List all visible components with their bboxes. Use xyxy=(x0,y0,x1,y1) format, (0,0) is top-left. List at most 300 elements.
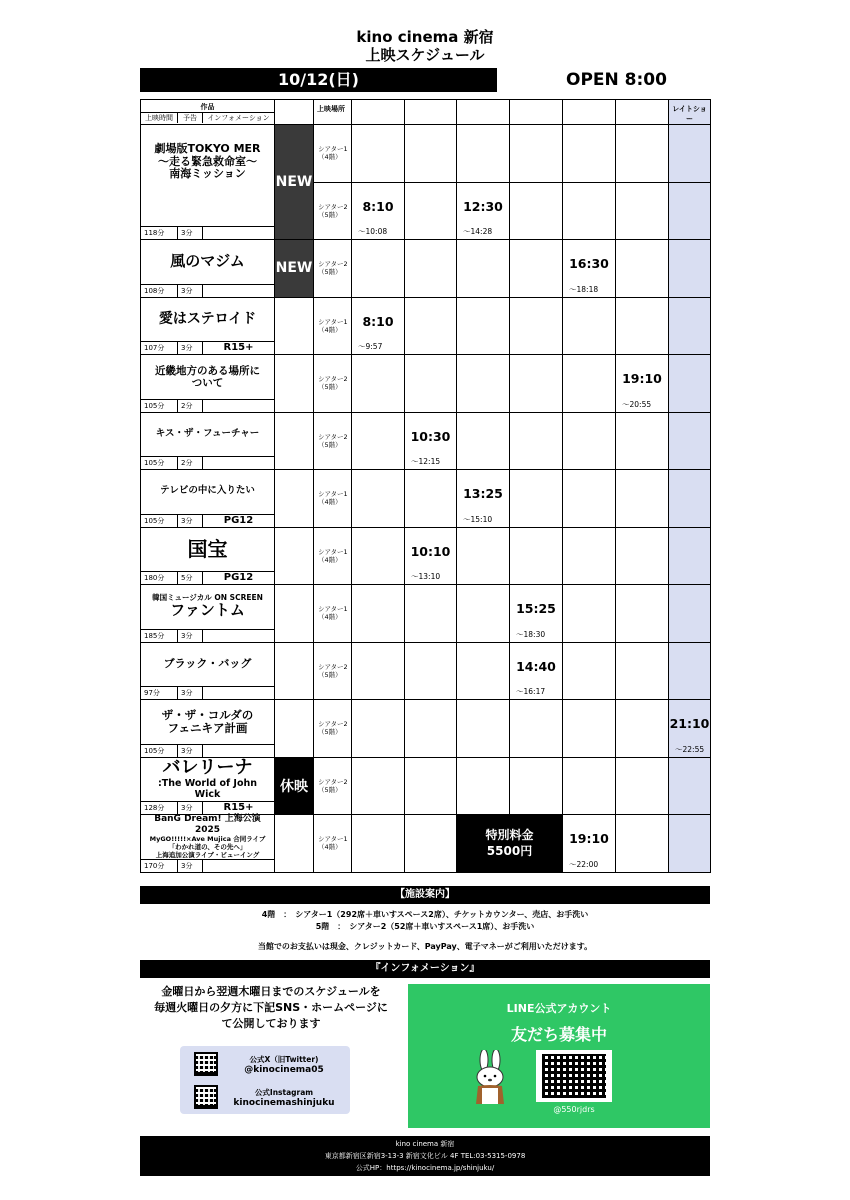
line-account-box xyxy=(408,984,710,1128)
showtime[interactable] xyxy=(405,528,456,585)
end-time: ～12:15 xyxy=(411,457,441,466)
film-row xyxy=(141,297,711,355)
showtime-cell xyxy=(510,297,563,355)
showtime-cell xyxy=(563,355,616,413)
showtime-cell xyxy=(405,642,457,700)
showtime-cell xyxy=(510,125,563,183)
start-time[interactable]: 21:10 xyxy=(669,716,710,731)
showtime-cell xyxy=(510,470,563,528)
start-time[interactable]: 8:10 xyxy=(362,313,394,329)
trailer-length: 3分 xyxy=(178,630,203,642)
rabbit-mascot-icon xyxy=(468,1050,514,1106)
showtime[interactable] xyxy=(405,413,456,470)
footer-address: 東京都新宿区新宿3-13-3 新宿文化ビル 4F TEL:03-5315-0978 xyxy=(324,1152,526,1160)
rating xyxy=(203,400,274,412)
trailer-header: 予告 xyxy=(178,113,203,123)
runtime: 118分 xyxy=(141,227,178,239)
runtime: 128分 xyxy=(141,802,178,814)
film-title xyxy=(141,758,274,802)
film-info xyxy=(141,240,275,298)
film-title-line: MyGO!!!!!×Ave Mujica 合同ライブ xyxy=(149,835,266,844)
runtime: 105分 xyxy=(141,515,178,527)
status-badge: 休映 xyxy=(275,757,314,815)
showtime-cell xyxy=(616,182,669,240)
announcement: 金曜日から翌週木曜日までのスケジュールを 毎週火曜日の夕方に下記SNS・ホームページに て公開しております xyxy=(154,985,388,1030)
venue-header: 上映場所 xyxy=(314,100,352,125)
badge-cell xyxy=(275,297,314,355)
film-title xyxy=(141,413,274,457)
film-info xyxy=(141,355,275,413)
start-time[interactable]: 19:10 xyxy=(622,371,662,386)
film-info xyxy=(141,125,275,240)
showtime-cell xyxy=(457,297,510,355)
showtime[interactable] xyxy=(669,700,710,757)
film-info xyxy=(141,470,275,528)
venue-title: kino cinema 新宿 xyxy=(356,28,494,46)
showtime-cell xyxy=(563,125,616,183)
x-label: 公式X（旧Twitter) xyxy=(249,1055,319,1064)
showtime-cell xyxy=(616,642,669,700)
film-title-text: 愛はステロイド xyxy=(158,311,257,328)
showtime-cell[interactable] xyxy=(510,642,563,700)
film-row xyxy=(141,240,711,298)
showtime-cell[interactable] xyxy=(563,815,616,873)
x-qr-code[interactable] xyxy=(194,1052,218,1076)
showtime[interactable] xyxy=(510,643,562,700)
showtime-cell xyxy=(669,125,711,183)
showtime[interactable] xyxy=(352,298,404,355)
showtime-cell xyxy=(352,642,405,700)
film-row xyxy=(141,700,711,758)
status-badge: NEW xyxy=(275,125,314,240)
showtime-cell xyxy=(616,297,669,355)
film-info xyxy=(141,700,275,758)
showtime-cell xyxy=(616,757,669,815)
film-meta xyxy=(141,686,274,699)
film-info-box xyxy=(141,758,274,815)
film-meta xyxy=(141,514,274,527)
showtime-cell xyxy=(352,700,405,758)
film-info-box xyxy=(141,240,274,297)
showtime[interactable] xyxy=(563,240,615,297)
showtime-cell xyxy=(563,757,616,815)
showtime-cell xyxy=(510,527,563,585)
x-handle[interactable]: @kinocinema05 xyxy=(244,1065,324,1075)
film-title xyxy=(141,240,274,284)
film-title-line: 「わかれ道の、その先へ」 xyxy=(168,843,247,852)
film-title-text: テレビの中に入りたい xyxy=(160,485,255,497)
rating: R15+ xyxy=(223,802,254,813)
showtime[interactable] xyxy=(352,183,404,240)
sns-box xyxy=(180,1046,350,1114)
rating: R15+ xyxy=(223,342,254,353)
showtime[interactable] xyxy=(510,585,562,642)
showtime[interactable] xyxy=(616,355,668,412)
trailer-length: 5分 xyxy=(178,572,203,584)
film-pretitle: 韓国ミュージカル ON SCREEN xyxy=(152,592,263,602)
showtime-cell xyxy=(563,585,616,643)
film-title xyxy=(141,470,274,514)
film-meta xyxy=(141,399,274,412)
showtime-cell xyxy=(563,527,616,585)
rating xyxy=(203,227,274,239)
slot-header xyxy=(352,100,405,125)
film-title-line: 上海追加公演ライブ・ビューイング xyxy=(155,851,260,860)
showtime-cell xyxy=(405,815,457,873)
showtime-cell xyxy=(457,757,510,815)
showtime-cell xyxy=(457,355,510,413)
showtime-cell xyxy=(457,412,510,470)
showtime-cell xyxy=(510,757,563,815)
badge-cell xyxy=(275,355,314,413)
showtime-cell[interactable] xyxy=(563,240,616,298)
start-time[interactable]: 10:10 xyxy=(410,543,451,559)
start-time[interactable]: 10:30 xyxy=(410,428,451,444)
rating xyxy=(203,745,274,757)
end-time: ～15:10 xyxy=(463,514,493,524)
showtime-cell xyxy=(669,182,711,240)
showtime-cell xyxy=(457,700,510,758)
line-cta: 友だち募集中 xyxy=(510,1025,607,1044)
slot-header xyxy=(563,100,616,125)
rating xyxy=(203,285,274,297)
trailer-length: 3分 xyxy=(178,227,203,239)
theater-label: シアター1 （4階） xyxy=(314,527,352,585)
late-show-header: レイトショー xyxy=(669,100,711,125)
badge-cell xyxy=(275,585,314,643)
showtime-cell xyxy=(405,470,457,528)
theater-label: シアター2 （5階） xyxy=(314,182,352,240)
film-info-box xyxy=(141,700,274,757)
showtime-cell xyxy=(669,527,711,585)
showtime-cell xyxy=(405,240,457,298)
showtime-cell[interactable] xyxy=(352,182,405,240)
showtime-cell[interactable] xyxy=(457,182,510,240)
film-meta xyxy=(141,456,274,469)
film-info xyxy=(141,412,275,470)
showtime-cell xyxy=(510,240,563,298)
line-title: LINE公式アカウント xyxy=(506,1002,612,1015)
film-info-box xyxy=(141,815,274,872)
end-time: ～22:55 xyxy=(675,744,705,754)
instagram-handle[interactable]: kinocinemashinjuku xyxy=(233,1098,335,1108)
showtime[interactable] xyxy=(457,183,509,240)
showtime-cell xyxy=(457,240,510,298)
showtime-cell xyxy=(405,355,457,413)
film-info xyxy=(141,585,275,643)
film-subtitle: :The World of John Wick xyxy=(157,777,258,800)
facility-line-5f: 5階 ： シアター2（52席＋車いすスペース1席）、お手洗い xyxy=(315,922,535,931)
showtime-cell xyxy=(510,182,563,240)
showtime-cell xyxy=(669,355,711,413)
showtime-cell xyxy=(457,585,510,643)
line-id[interactable]: @550rjdrs xyxy=(553,1105,595,1114)
showtime-cell xyxy=(563,470,616,528)
rating: PG12 xyxy=(223,514,254,526)
instagram-label: 公式Instagram xyxy=(254,1088,314,1097)
film-meta xyxy=(141,284,274,297)
open-time: OPEN 8:00 xyxy=(566,70,667,90)
trailer-length: 3分 xyxy=(178,285,203,297)
showtime-cell xyxy=(616,815,669,873)
showtime-cell xyxy=(405,125,457,183)
start-time[interactable]: 12:30 xyxy=(463,198,503,214)
theater-label: シアター2 （5階） xyxy=(314,355,352,413)
showtime-cell xyxy=(563,642,616,700)
showtime-cell xyxy=(563,182,616,240)
end-time: ～18:18 xyxy=(569,284,599,294)
slot-header xyxy=(405,100,457,125)
badge-cell xyxy=(275,642,314,700)
showtime-cell xyxy=(405,757,457,815)
showtime-cell xyxy=(563,297,616,355)
trailer-length: 3分 xyxy=(178,860,203,872)
film-title-text: バレリーナ xyxy=(162,756,253,778)
trailer-length: 3分 xyxy=(178,342,203,354)
runtime: 105分 xyxy=(141,457,178,469)
film-info-box xyxy=(141,125,274,239)
trailer-length: 3分 xyxy=(178,687,203,699)
theater-label: シアター1 （4階） xyxy=(314,815,352,873)
status-badge: NEW xyxy=(275,240,314,298)
runtime: 108分 xyxy=(141,285,178,297)
trailer-length: 3分 xyxy=(178,802,203,814)
showtime-cell xyxy=(352,355,405,413)
rating: PG12 xyxy=(223,572,254,583)
slot-header xyxy=(510,100,563,125)
film-meta xyxy=(141,801,274,814)
facility-line-4f: 4階 ： シアター1（292席＋車いすスペース2席）、チケットカウンター、売店、お手洗い xyxy=(261,910,589,919)
badge-cell xyxy=(275,815,314,873)
film-title-text: ザ・ザ・コルダの フェニキア計画 xyxy=(161,707,254,735)
slot-header xyxy=(457,100,510,125)
start-time[interactable]: 15:25 xyxy=(516,601,556,616)
film-info xyxy=(141,642,275,700)
film-info-box xyxy=(141,413,274,470)
showtime-cell xyxy=(616,470,669,528)
trailer-length: 3分 xyxy=(178,515,203,527)
showtime-cell xyxy=(669,412,711,470)
showtime[interactable] xyxy=(457,470,509,527)
showtime-cell xyxy=(616,700,669,758)
film-meta xyxy=(141,226,274,239)
film-info-box xyxy=(141,643,274,700)
film-title-text: 風のマジム xyxy=(170,252,245,271)
showtime-cell xyxy=(405,700,457,758)
line-qr-code[interactable] xyxy=(536,1050,612,1102)
film-meta xyxy=(141,744,274,757)
film-info xyxy=(141,757,275,815)
film-meta xyxy=(141,859,274,872)
badge-cell xyxy=(275,527,314,585)
theater-label: シアター1 （4階） xyxy=(314,470,352,528)
film-title xyxy=(141,700,274,744)
schedule-table xyxy=(140,99,711,873)
end-time: ～18:30 xyxy=(516,629,546,639)
film-row xyxy=(141,815,711,873)
film-row xyxy=(141,125,711,183)
showtime-cell xyxy=(563,412,616,470)
showtime[interactable] xyxy=(563,815,615,872)
end-time: ～20:55 xyxy=(622,399,652,409)
rating xyxy=(203,630,274,642)
showtime-cell xyxy=(457,642,510,700)
showtime-cell xyxy=(352,527,405,585)
showtime-cell xyxy=(669,297,711,355)
showtime-cell xyxy=(616,585,669,643)
footer-name: kino cinema 新宿 xyxy=(395,1140,455,1148)
film-title-text: 国宝 xyxy=(187,536,228,561)
runtime: 97分 xyxy=(141,687,178,699)
runtime-header: 上映時間 xyxy=(141,113,178,123)
end-time: ～22:00 xyxy=(569,859,599,869)
start-time[interactable]: 8:10 xyxy=(362,198,394,214)
start-time[interactable]: 16:30 xyxy=(569,256,609,271)
showtime-cell xyxy=(405,585,457,643)
showtime-cell xyxy=(352,470,405,528)
showtime-cell xyxy=(563,700,616,758)
runtime: 107分 xyxy=(141,342,178,354)
schedule-title: 上映スケジュール xyxy=(365,46,485,64)
film-info xyxy=(141,815,275,873)
showtime-cell xyxy=(669,240,711,298)
film-row xyxy=(141,757,711,815)
end-time: ～14:28 xyxy=(463,227,493,236)
showtime-cell[interactable] xyxy=(405,527,457,585)
work-header xyxy=(141,100,275,125)
film-title xyxy=(141,815,274,859)
start-time[interactable]: 14:40 xyxy=(516,658,556,674)
film-row xyxy=(141,642,711,700)
film-row xyxy=(141,470,711,528)
runtime: 170分 xyxy=(141,860,178,872)
showtime-cell xyxy=(352,585,405,643)
badge-header xyxy=(275,100,314,125)
showtime-cell[interactable] xyxy=(457,470,510,528)
showtime-cell xyxy=(669,585,711,643)
showtime-cell xyxy=(616,125,669,183)
film-info xyxy=(141,527,275,585)
theater-label: シアター1 （4階） xyxy=(314,585,352,643)
theater-label: シアター2 （5階） xyxy=(314,240,352,298)
film-title xyxy=(141,528,274,572)
film-title xyxy=(141,643,274,687)
showtime-cell[interactable] xyxy=(352,297,405,355)
information-heading: 『インフォメーション』 xyxy=(140,960,710,978)
film-title-text: BanG Dream! 上海公演2025 xyxy=(154,814,261,835)
trailer-length: 3分 xyxy=(178,745,203,757)
end-time: ～10:08 xyxy=(358,227,388,236)
film-meta xyxy=(141,629,274,642)
theater-label: シアター2 （5階） xyxy=(314,757,352,815)
showtime-cell xyxy=(616,412,669,470)
showtime-cell xyxy=(352,815,405,873)
rating xyxy=(203,457,274,469)
rating xyxy=(203,687,274,699)
film-row xyxy=(141,527,711,585)
theater-label: シアター2 （5階） xyxy=(314,642,352,700)
showtime-cell xyxy=(616,527,669,585)
payment-note: 当館でのお支払いは現金、クレジットカード、PayPay、電子マネーがご利用いただけます。 xyxy=(257,942,593,951)
film-row xyxy=(141,585,711,643)
showtime-cell xyxy=(669,642,711,700)
showtime-cell xyxy=(510,700,563,758)
showtime-cell[interactable] xyxy=(510,585,563,643)
showtime-cell xyxy=(669,757,711,815)
film-info-box xyxy=(141,355,274,412)
slot-header xyxy=(616,100,669,125)
work-label: 作品 xyxy=(141,102,274,113)
theater-label: シアター1 （4階） xyxy=(314,297,352,355)
showtime-cell xyxy=(352,757,405,815)
film-meta xyxy=(141,571,274,584)
badge-cell xyxy=(275,470,314,528)
film-info xyxy=(141,297,275,355)
badge-cell xyxy=(275,412,314,470)
showtime-cell xyxy=(352,412,405,470)
runtime: 180分 xyxy=(141,572,178,584)
end-time: ～9:57 xyxy=(358,342,383,351)
instagram-qr-code[interactable] xyxy=(194,1085,218,1109)
theater-label: シアター1 （4階） xyxy=(314,125,352,183)
runtime: 105分 xyxy=(141,745,178,757)
film-title xyxy=(141,125,274,199)
showtime-cell xyxy=(510,412,563,470)
runtime: 185分 xyxy=(141,630,178,642)
start-time[interactable]: 13:25 xyxy=(463,486,503,501)
showtime-cell xyxy=(616,240,669,298)
start-time[interactable]: 19:10 xyxy=(569,831,609,846)
showtime-cell xyxy=(669,470,711,528)
theater-label: シアター2 （5階） xyxy=(314,412,352,470)
rating xyxy=(203,860,274,872)
film-title xyxy=(141,355,274,399)
date-bar: 10/12(日) xyxy=(140,68,497,92)
theater-label: シアター2 （5階） xyxy=(314,700,352,758)
showtime-cell xyxy=(510,355,563,413)
film-row xyxy=(141,412,711,470)
film-title xyxy=(141,298,274,342)
film-meta xyxy=(141,341,274,354)
showtime-cell xyxy=(405,182,457,240)
end-time: ～16:17 xyxy=(516,687,546,696)
footer xyxy=(140,1136,710,1176)
film-info-box xyxy=(141,528,274,585)
special-price: 特別料金 5500円 xyxy=(457,815,563,873)
showtime-cell[interactable] xyxy=(405,412,457,470)
film-title-text: ファントム xyxy=(170,601,245,620)
footer-homepage[interactable]: 公式HP：https://kinocinema.jp/shinjuku/ xyxy=(355,1164,495,1172)
info-header: インフォメーション xyxy=(207,113,270,122)
showtime-cell xyxy=(457,527,510,585)
trailer-length: 2分 xyxy=(178,400,203,412)
showtime-cell xyxy=(352,125,405,183)
film-title-text: 近畿地方のある場所に ついて xyxy=(155,364,260,389)
film-info-box xyxy=(141,470,274,527)
showtime-cell xyxy=(457,125,510,183)
runtime: 105分 xyxy=(141,400,178,412)
film-title-text: 劇場版TOKYO MER ～走る緊急救命室～ 南海ミッション xyxy=(154,142,261,181)
showtime-cell xyxy=(352,240,405,298)
film-title-text: ブラック・バッグ xyxy=(163,656,252,670)
film-info-box xyxy=(141,585,274,642)
film-title-text: キス・ザ・フューチャー xyxy=(155,427,260,439)
showtime-cell[interactable] xyxy=(616,355,669,413)
film-title xyxy=(141,585,274,629)
showtime-cell[interactable] xyxy=(669,700,711,758)
badge-cell xyxy=(275,700,314,758)
trailer-length: 2分 xyxy=(178,457,203,469)
